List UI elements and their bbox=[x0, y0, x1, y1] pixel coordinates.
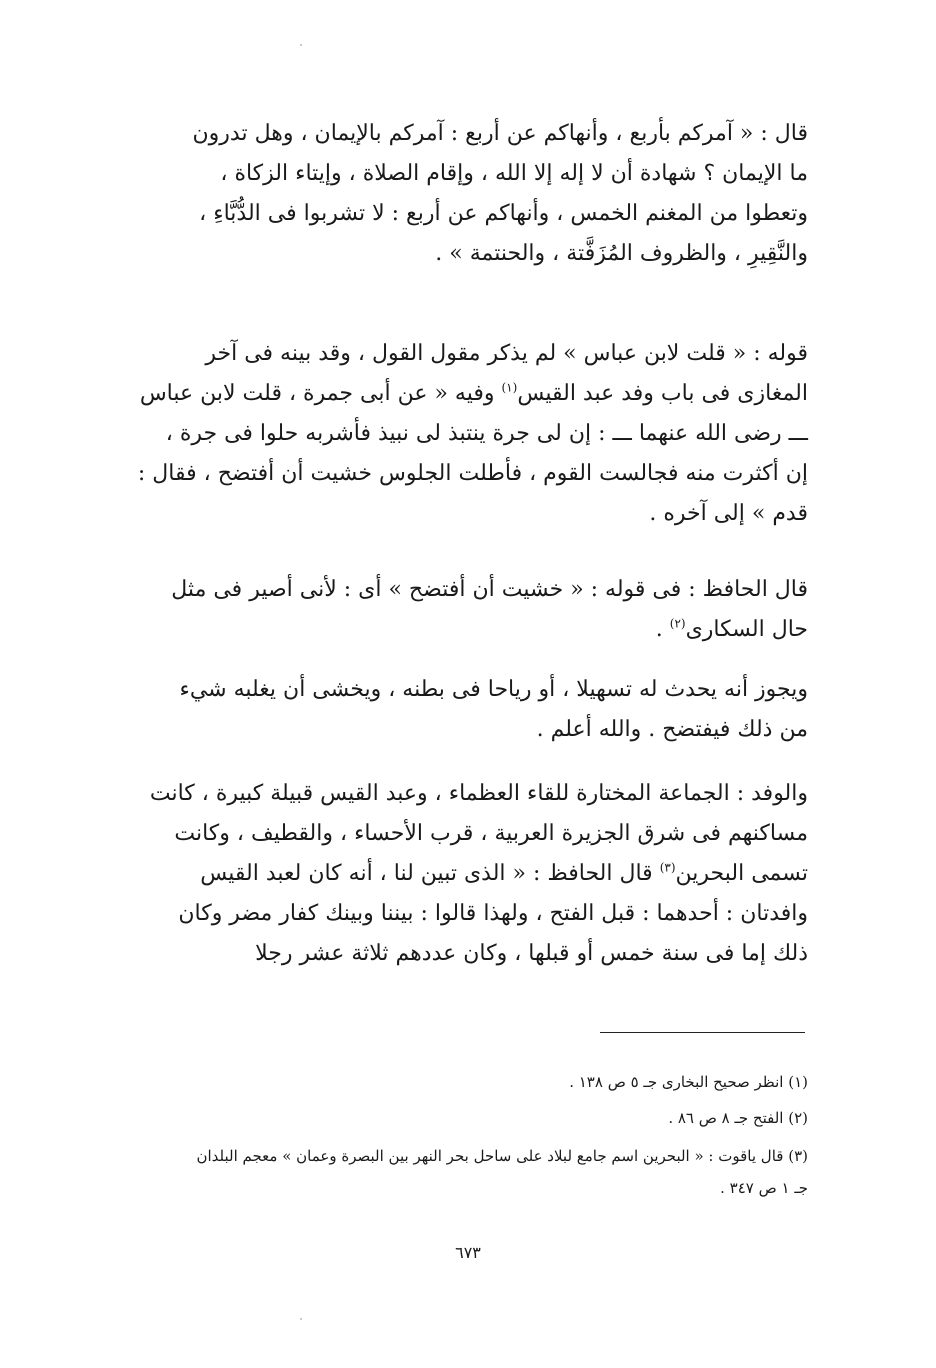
paragraph-line bbox=[136, 610, 808, 650]
scan-speck bbox=[300, 44, 302, 46]
paragraph-line: وتعطوا من المغنم الخمس ، وأنهاكم عن أربع : لا تشربوا فى الدُّبَّاءِ ، bbox=[199, 201, 808, 226]
paragraph-line: قال الحافظ : فى قوله : « خشيت أن أفتضح » أى : لأنى أصير فى مثل bbox=[171, 577, 808, 602]
paragraph-line: ذلك إما فى سنة خمس أو قبلها ، وكان عددهم ثلاثة عشر رجلا bbox=[255, 941, 808, 966]
paragraph-2 bbox=[136, 334, 808, 534]
line-text: وفيه « عن أبى جمرة ، قلت لابن عباس bbox=[139, 381, 502, 406]
paragraph-line: ويجوز أنه يحدث له تسهيلا ، أو رياحا فى بطنه ، ويخشى أن يغلبه شيء bbox=[179, 677, 808, 702]
page-number: ٦٧٣ bbox=[455, 1243, 481, 1262]
footnote-1: (١) انظر صحيح البخارى جـ ٥ ص ١٣٨ . bbox=[569, 1073, 808, 1091]
paragraph-3 bbox=[136, 570, 808, 650]
paragraph-line: ـــ رضى الله عنهما ـــ : إن لى جرة ينتبذ لى نبيذ فأشربه حلوا فى جرة ، bbox=[165, 421, 808, 446]
paragraph-1 bbox=[136, 114, 808, 274]
paragraph-5 bbox=[136, 774, 808, 974]
paragraph-line: قال : « آمركم بأربع ، وأنهاكم عن أربع : آمركم بالإيمان ، وهل تدرون bbox=[192, 121, 808, 146]
paragraph-line bbox=[136, 374, 808, 414]
footnote-separator bbox=[600, 1032, 805, 1033]
footnote-3: (٣) قال ياقوت : « البحرين اسم جامع لبلاد على ساحل بحر النهر بين البصرة وعمان » معجم البلدان bbox=[196, 1147, 808, 1165]
paragraph-line: ما الإيمان ؟ شهادة أن لا إله إلا الله ، وإقام الصلاة ، وإيتاء الزكاة ، bbox=[220, 161, 808, 186]
line-text: المغازى فى باب وفد عبد القيس bbox=[517, 381, 808, 406]
paragraph-line: والوفد : الجماعة المختارة للقاء العظماء ، وعبد القيس قبيلة كبيرة ، كانت bbox=[149, 781, 808, 806]
paragraph-line bbox=[136, 854, 808, 894]
paragraph-line: وافدتان : أحدهما : قبل الفتح ، ولهذا قالوا : بيننا وبينك كفار مضر وكان bbox=[178, 901, 808, 926]
paragraph-line: والنَّقِيرِ ، والظروف المُزَفَّتة ، والحنتمة » . bbox=[435, 241, 808, 266]
paragraph-4 bbox=[136, 670, 808, 750]
paragraph-line: قدم » إلى آخره . bbox=[649, 501, 808, 526]
line-text: . bbox=[655, 617, 670, 642]
footnote-3-continuation: جـ ١ ص ٣٤٧ . bbox=[720, 1179, 808, 1197]
paragraph-line: من ذلك فيفتضح . والله أعلم . bbox=[536, 717, 808, 742]
paragraph-line: قوله : « قلت لابن عباس » لم يذكر مقول القول ، وقد بينه فى آخر bbox=[205, 341, 808, 366]
line-text: تسمى البحرين bbox=[675, 861, 808, 886]
footnote-ref-2[interactable]: (٢) bbox=[669, 616, 686, 631]
paragraph-line: إن أكثرت منه فجالست القوم ، فأطلت الجلوس خشيت أن أفتضح ، فقال : bbox=[137, 461, 808, 486]
footnote-ref-1[interactable]: (١) bbox=[501, 380, 518, 395]
scan-speck bbox=[300, 1318, 302, 1320]
paragraph-line: مساكنهم فى شرق الجزيرة العربية ، قرب الأحساء ، والقطيف ، وكانت bbox=[174, 821, 808, 846]
line-text: حال السكارى bbox=[685, 617, 808, 642]
line-text: قال الحافظ : « الذى تبين لنا ، أنه كان لعبد القيس bbox=[200, 861, 660, 886]
footnote-ref-3[interactable]: (٣) bbox=[659, 860, 676, 875]
footnote-2: (٢) الفتح جـ ٨ ص ٨٦ . bbox=[668, 1109, 808, 1127]
